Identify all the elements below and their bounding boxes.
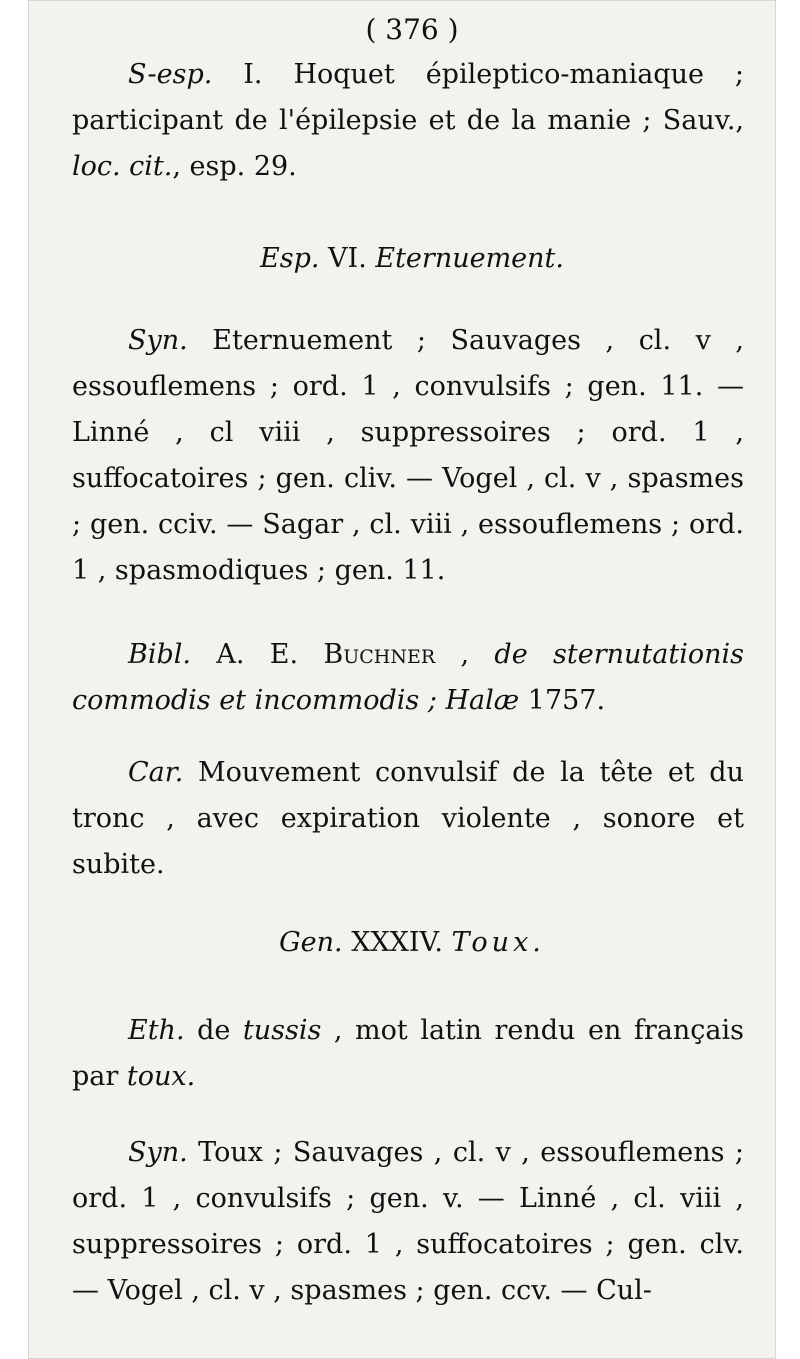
heading-esp-number: VI. (328, 243, 367, 274)
eth-word2: toux. (126, 1061, 196, 1092)
label-syn: Syn. (128, 325, 188, 356)
heading-esp-label: Esp. (260, 243, 320, 274)
paragraph-bibl (72, 632, 744, 724)
label-eth: Eth. (128, 1015, 185, 1046)
syn-toux-text: Toux ; Sauvages , cl. v , essouflemens ; ord. 1 , convulsifs ; gen. v. — Linné , cl. viii , suppressoires ; ord. 1 , suffocatoires ; gen. clv. — Vogel , cl. v , spasmes ; gen. ccv. — Cul- (72, 1137, 744, 1306)
label-s-esp: S-esp. (128, 59, 213, 90)
label-syn-toux: Syn. (128, 1137, 188, 1168)
label-bibl: Bibl. (128, 639, 191, 670)
bibl-author: A. E. Buchner , (216, 639, 470, 670)
eth-word: tussis (242, 1015, 322, 1046)
heading-esp-title: Eternuement. (375, 243, 564, 274)
heading-esp-vi (72, 236, 752, 282)
car-text: Mouvement convulsif de la tête et du tronc , avec expiration violente , sonore et subite. (72, 757, 744, 880)
s-esp-ref: loc. cit. (72, 151, 173, 182)
paragraph-car (72, 750, 744, 888)
label-car: Car. (128, 757, 184, 788)
s-esp-text: I. Hoquet épileptico-maniaque ; participant de l'épilepsie et de la manie ; Sauv., (72, 59, 744, 136)
heading-gen-label: Gen. (279, 927, 343, 958)
heading-gen-title: Toux. (451, 927, 545, 958)
heading-gen-number: XXXIV. (351, 927, 443, 958)
eth-text-a: de (197, 1015, 243, 1046)
page-number: ( 376 ) (365, 13, 459, 46)
heading-gen-xxxiv (72, 920, 752, 966)
bibl-title: de sternutationis commodis et incommodis ; Halæ (72, 639, 744, 716)
bibl-year: 1757. (527, 685, 606, 716)
paragraph-syn-toux (72, 1130, 744, 1314)
paragraph-s-esp (72, 52, 744, 190)
paragraph-syn-eternuement (72, 318, 744, 594)
page-edge (776, 0, 800, 1359)
eth-text-b: , mot latin rendu en français par (72, 1015, 744, 1092)
s-esp-tail: , esp. 29. (172, 151, 297, 182)
syn-eternuement-text: Eternuement ; Sauvages , cl. v , essouflemens ; ord. 1 , convulsifs ; gen. 11. — Linné , cl viii , suppressoires ; ord. 1 , suffocatoires ; gen. cliv. — Vogel , cl. v , spasmes ; gen. cciv. — Sagar , cl. viii , essouflemens ; ord. 1 , spasmodiques ; gen. 11. (72, 325, 744, 586)
paragraph-eth (72, 1008, 744, 1100)
